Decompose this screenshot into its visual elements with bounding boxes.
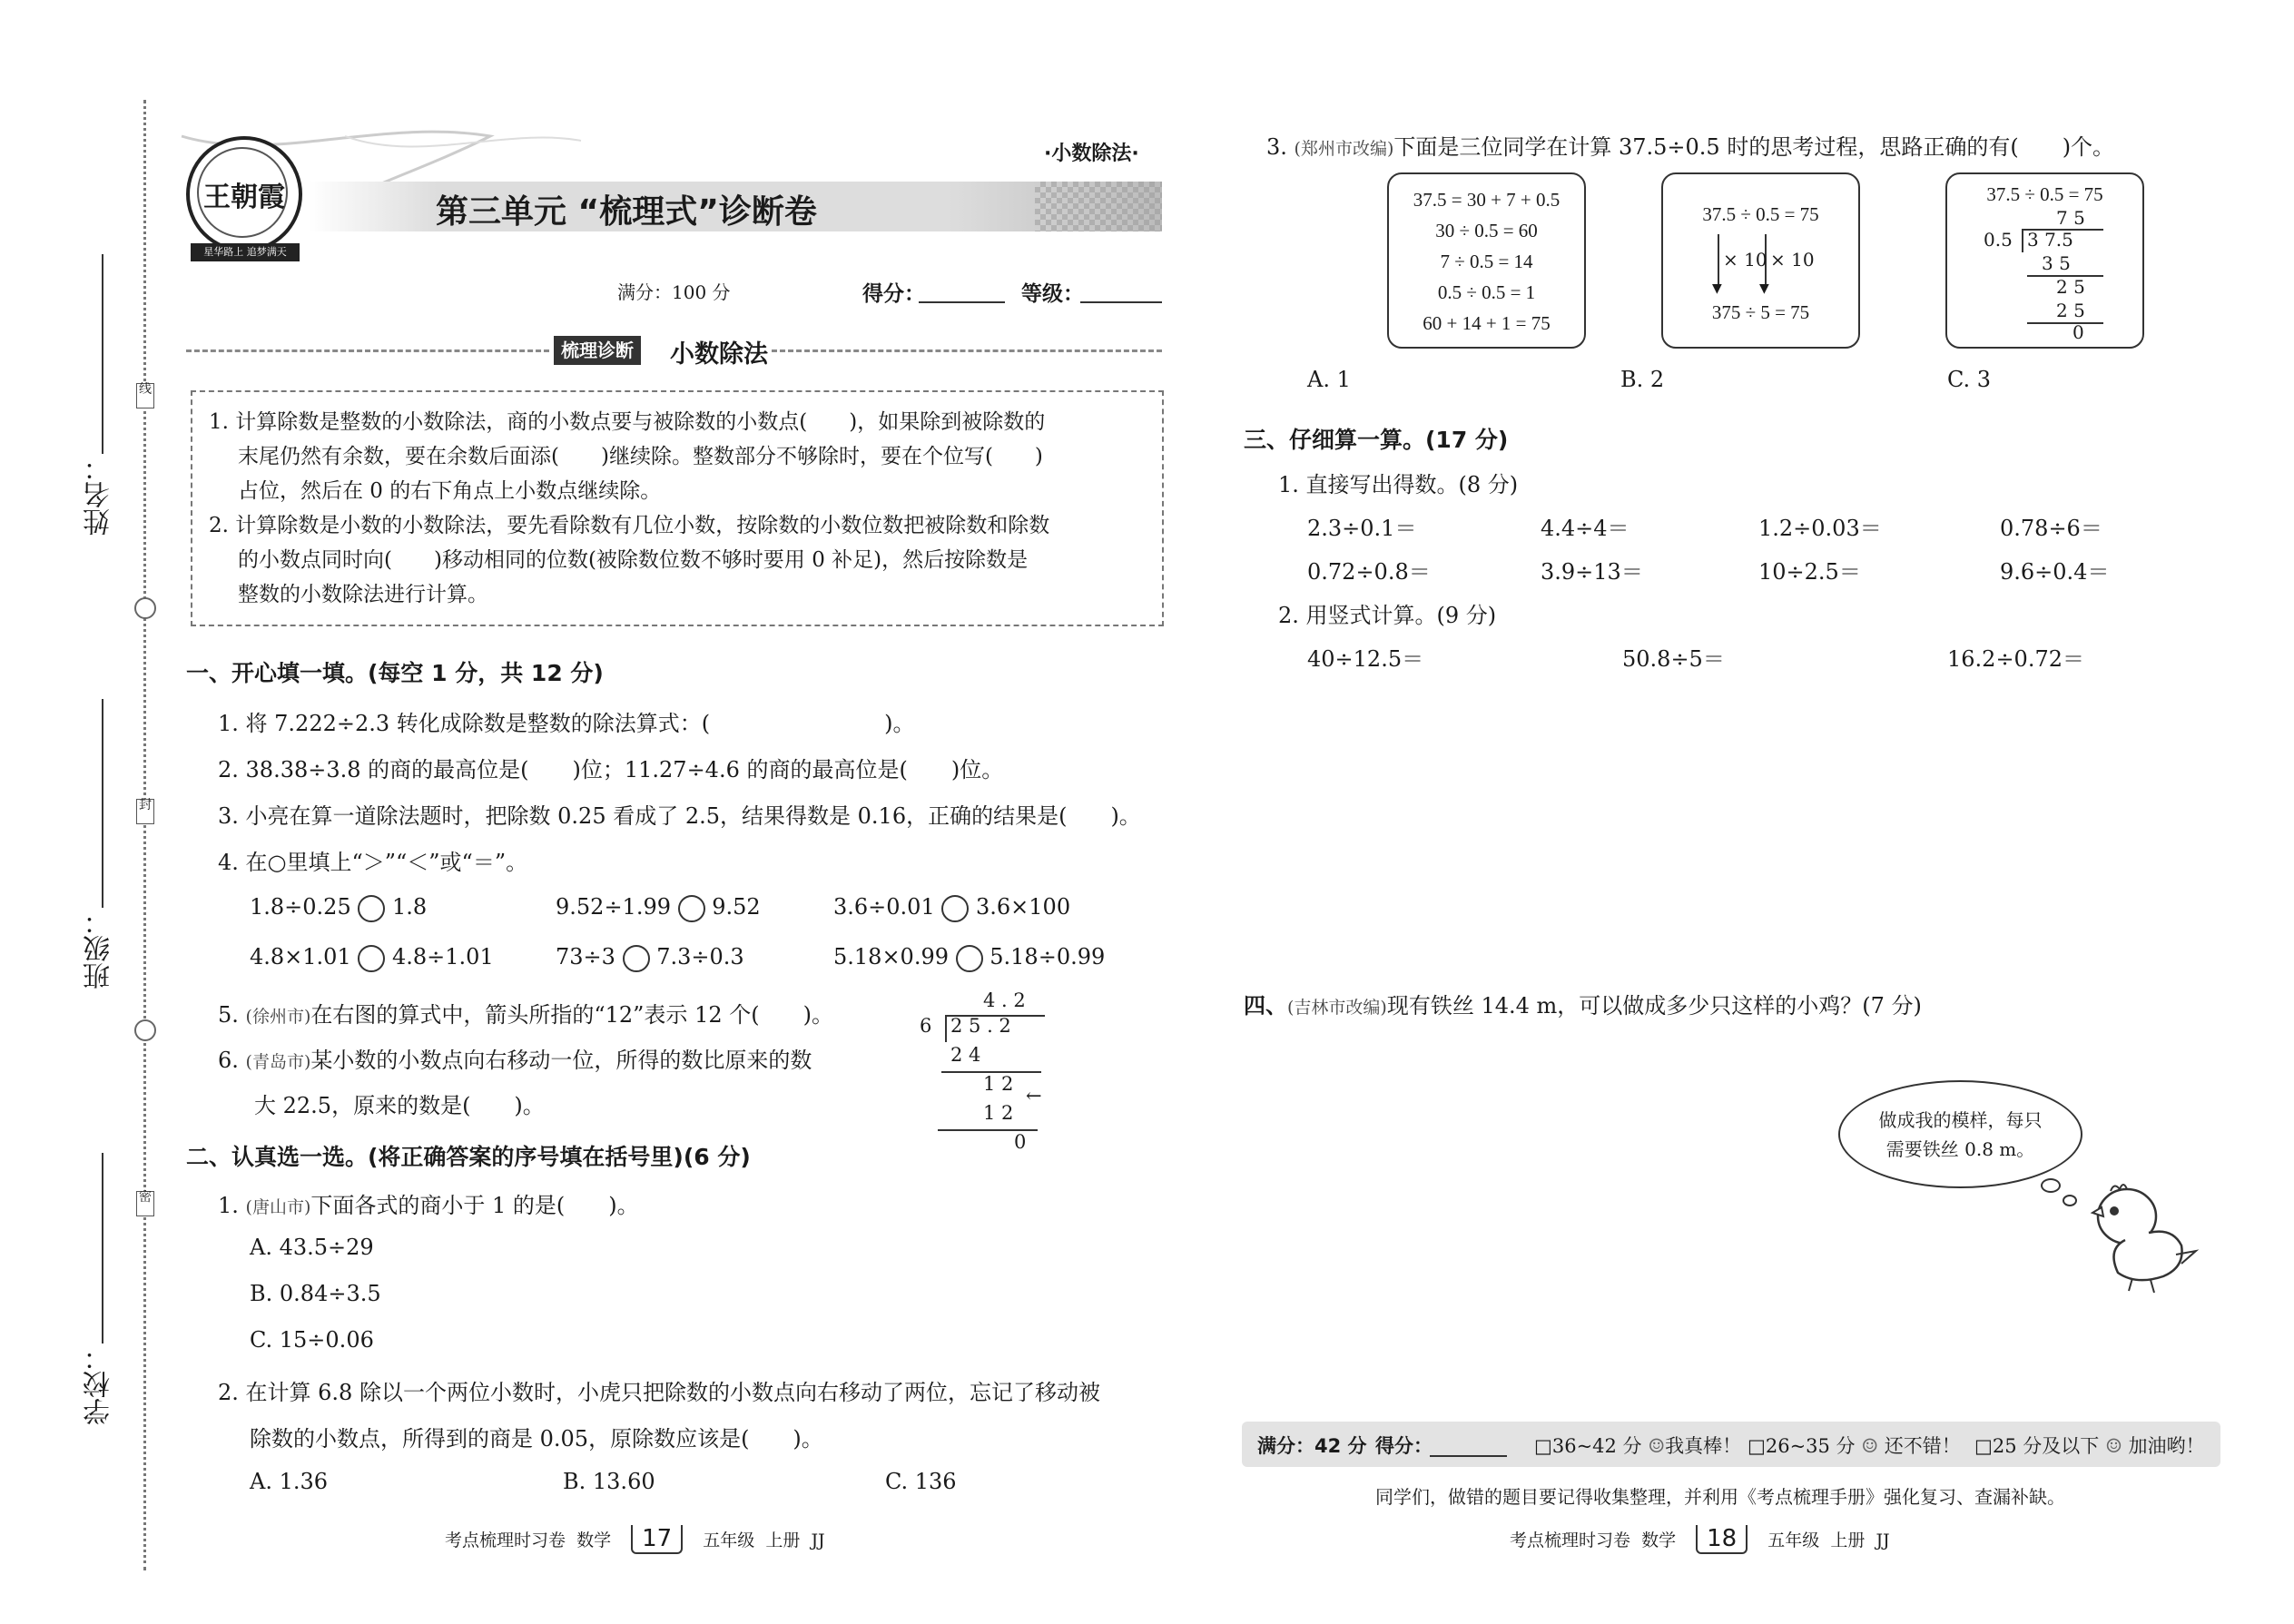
review-p2-line2: 的小数点同时向( )移动相同的位数(被除数位数不够时要用 0 补足)，然后按除数是 (238, 548, 1029, 572)
score-label: 得分： (862, 282, 925, 306)
thinking-box-a: 37.5 = 30 + 7 + 0.5 30 ÷ 0.5 = 60 7 ÷ 0.5 = 14 0.5 ÷ 0.5 = 1 60 + 14 + 1 = 75 (1387, 172, 1586, 349)
score-field[interactable] (919, 301, 1005, 303)
part2-heading: 二、认真选一选。(将正确答案的序号填在括号里)(6 分) (186, 1144, 751, 1170)
binding-hole-icon (134, 597, 156, 619)
binding-hole-icon (134, 1019, 156, 1041)
part2-q1-option-c[interactable]: C. 15÷0.06 (250, 1327, 374, 1353)
part2-q3: 3. (郑州市改编)下面是三位同学在计算 37.5÷0.5 时的思考过程，思路正确的有( )个。 (1266, 134, 2115, 160)
part2-q1-option-a[interactable]: A. 43.5÷29 (250, 1235, 374, 1260)
page-number: 17 (631, 1525, 683, 1554)
part2-q3-option-b[interactable]: B. 2 (1620, 367, 1665, 392)
compare-item: 73÷3 7.3÷0.3 (556, 944, 744, 972)
tier-2[interactable]: □26~35 分 ☺ 还不错！ (1748, 1435, 1961, 1457)
part1-q3: 3. 小亮在算一道除法题时，把除数 0.25 看成了 2.5，结果得数是 0.16，正确的结果是( )。 (218, 803, 1141, 829)
calc-item: 50.8÷5＝ (1622, 646, 1725, 672)
grade-label: 等级： (1021, 282, 1084, 306)
full-score-label: 满分：100 分 (617, 281, 731, 303)
division-dividend: 2 5 . 2 (950, 1015, 1011, 1037)
part4-heading: 四、(吉林市改编)现有铁丝 14.4 m，可以做成多少只这样的小鸡？(7 分) (1244, 993, 1922, 1019)
compare-item: 1.8÷0.25 1.8 (250, 894, 427, 922)
checker-pattern (1035, 182, 1162, 231)
seal-mark-1: 线 (136, 383, 154, 408)
compare-item: 4.8×1.01 4.8÷1.01 (250, 944, 494, 972)
part1-q4: 4. 在○里填上“＞”“＜”或“＝”。 (218, 850, 528, 875)
footer-right: 考点梳理时习卷 数学 18 五年级 上册 JJ (1510, 1525, 1890, 1552)
calc-item: 1.2÷0.03＝ (1758, 516, 1882, 541)
review-p2-line1: 2. 计算除数是小数的小数除法，要先看除数有几位小数，按除数的小数位数把被除数和除数 (209, 514, 1050, 537)
page-title: 第三单元 “梳理式”诊断卷 (436, 193, 817, 231)
review-tip: 同学们，做错的题目要记得收集整理，并利用《考点梳理手册》强化复习、查漏补缺。 (1375, 1486, 2065, 1508)
compare-item: 9.52÷1.99 9.52 (556, 894, 761, 922)
part1-q5: 5. (徐州市)在右图的算式中，箭头所指的“12”表示 12 个( )。 (218, 1002, 833, 1028)
review-p2-line3: 整数的小数除法进行计算。 (238, 583, 488, 606)
page-number: 18 (1696, 1525, 1748, 1554)
class-label: 班级： (84, 908, 115, 989)
section-tag: 梳理诊断 (554, 336, 641, 365)
part3-heading: 三、仔细算一算。(17 分) (1244, 427, 1509, 453)
review-p1-line2: 末尾仍然有余数，要在余数后面添( )继续除。整数部分不够除时，要在个位写( ) (238, 445, 1043, 468)
compare-circle[interactable] (623, 945, 650, 972)
part2-q1-option-b[interactable]: B. 0.84÷3.5 (250, 1281, 381, 1306)
part2-q2-option-b[interactable]: B. 13.60 (563, 1469, 655, 1494)
part2-q1: 1. (唐山市)下面各式的商小于 1 的是( )。 (218, 1193, 639, 1218)
part2-q2-line2: 除数的小数点，所得到的商是 0.05，原除数应该是( )。 (250, 1426, 823, 1452)
part1-q2: 2. 38.38÷3.8 的商的最高位是( )位；11.27÷4.6 的商的最高位是( )位。 (218, 757, 1004, 782)
part3-sub2: 2. 用竖式计算。(9 分) (1278, 603, 1497, 628)
section-title: 小数除法 (670, 340, 768, 369)
calc-item: 0.78÷6＝ (2000, 516, 2102, 541)
part2-q2-option-a[interactable]: A. 1.36 (250, 1469, 329, 1494)
section-divider-left (186, 349, 549, 352)
compare-circle[interactable] (358, 895, 385, 922)
compare-item: 3.6÷0.01 3.6×100 (833, 894, 1070, 922)
division-row: 0 (1014, 1131, 1027, 1153)
compare-circle[interactable] (678, 895, 705, 922)
part1-q6-line1: 6. (青岛市)某小数的小数点向右移动一位，所得的数比原来的数 (218, 1048, 812, 1073)
calc-item: 16.2÷0.72＝ (1947, 646, 2084, 672)
calc-item: 40÷12.5＝ (1307, 646, 1424, 672)
part2-q2-option-c[interactable]: C. 136 (885, 1469, 957, 1494)
compare-item: 5.18×0.99 5.18÷0.99 (833, 944, 1105, 972)
footer-left: 考点梳理时习卷 数学 17 五年级 上册 JJ (445, 1525, 825, 1552)
division-row: 2 4 (950, 1044, 981, 1066)
part2-q3-option-a[interactable]: A. 1 (1307, 367, 1351, 392)
part3-sub1: 1. 直接写出得数。(8 分) (1278, 472, 1519, 497)
tier-1[interactable]: □36~42 分 ☺我真棒！ (1534, 1435, 1742, 1457)
section-divider-right (772, 349, 1162, 352)
seal-mark-2: 封 (136, 799, 154, 824)
score-bar-field[interactable] (1430, 1455, 1507, 1457)
part2-q2-line1: 2. 在计算 6.8 除以一个两位小数时，小虎只把除数的小数点向右移动了两位，忘记了移动被 (218, 1380, 1100, 1405)
thinking-box-c: 37.5 ÷ 0.5 = 75 7 5 0.5 3 7.5 3 5 2 5 2 5 0 (1945, 172, 2144, 349)
score-bar-full: 满分：42 分 (1257, 1435, 1367, 1457)
brand-slogan: 星华路上 追梦满天 (191, 243, 300, 261)
part1-q6-line2: 大 22.5，原来的数是( )。 (254, 1093, 545, 1118)
calc-item: 4.4÷4＝ (1541, 516, 1629, 541)
part2-q3-option-c[interactable]: C. 3 (1947, 367, 1992, 392)
calc-item: 0.72÷0.8＝ (1307, 559, 1431, 585)
long-division-figure (912, 989, 1049, 1162)
brand-logo (186, 136, 302, 252)
calc-item: 9.6÷0.4＝ (2000, 559, 2110, 585)
seal-mark-3: 密 (136, 1191, 154, 1216)
part1-q1: 1. 将 7.222÷2.3 转化成除数是整数的除法算式：( )。 (218, 711, 915, 736)
bubble-dot (2041, 1178, 2061, 1193)
score-bar-label: 得分： (1375, 1435, 1433, 1457)
arrow-left-icon: ← (1026, 1085, 1042, 1107)
part1-heading: 一、开心填一填。(每空 1 分，共 12 分) (186, 660, 604, 686)
school-label: 学校： (84, 1343, 115, 1425)
calc-item: 10÷2.5＝ (1758, 559, 1861, 585)
chick-icon (2074, 1171, 2210, 1298)
review-p1-line3: 占位，然后在 0 的右下角点上小数点继续除。 (238, 479, 662, 503)
tier-3[interactable]: □25 分及以下 ☺ 加油哟！ (1974, 1435, 2205, 1457)
compare-circle[interactable] (358, 945, 385, 972)
calc-item: 3.9÷13＝ (1541, 559, 1643, 585)
class-line[interactable] (102, 699, 103, 908)
brand-name: 王朝霞 (203, 182, 285, 213)
compare-circle[interactable] (956, 945, 983, 972)
division-quotient: 4 . 2 (983, 989, 1026, 1011)
speech-bubble: 做成我的模样，每只 需要铁丝 0.8 m。 (1838, 1080, 2082, 1188)
binding-dotted-line (143, 100, 146, 1570)
topic-tag: ·小数除法· (1044, 143, 1139, 165)
calc-item: 2.3÷0.1＝ (1307, 516, 1417, 541)
division-row: 1 2 (983, 1073, 1014, 1095)
name-line[interactable] (102, 254, 103, 454)
division-divisor: 6 (920, 1015, 932, 1037)
school-line[interactable] (102, 1153, 103, 1343)
thinking-box-b: 37.5 ÷ 0.5 = 75 ▼ ▼ × 10 × 10 375 ÷ 5 = 75 (1661, 172, 1860, 349)
division-row: 1 2 (983, 1102, 1014, 1124)
compare-circle[interactable] (941, 895, 969, 922)
grade-field[interactable] (1080, 301, 1162, 303)
review-p1-line1: 1. 计算除数是整数的小数除法，商的小数点要与被除数的小数点( )，如果除到被除数的 (209, 410, 1046, 434)
name-label: 姓名： (84, 454, 115, 536)
